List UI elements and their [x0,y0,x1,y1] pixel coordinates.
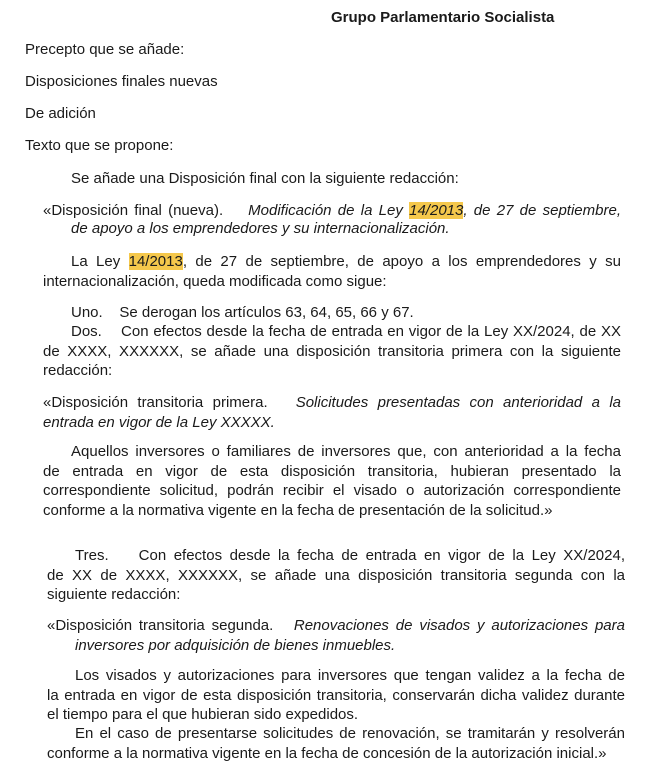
label-adicion: De adición [25,105,96,122]
transitoria-primera-title-line2: entrada en vigor de la Ley XXXXX. [43,413,275,431]
renovacion-paragraph [47,724,625,763]
label-precepto: Precepto que se añade: [25,41,185,58]
apartado-dos [43,322,621,381]
intro-paragraph: Se añade una Disposición final con la siguiente redacción: [71,170,459,187]
apartado-tres-line: siguiente redacción: [47,586,181,603]
aquellos-line: Aquellos inversores o familiares de inversores que, con anterioridad a la fecha [71,443,621,460]
apartado-uno: Uno. Se derogan los artículos 63, 64, 65, 66 y 67. [71,304,414,321]
disposicion-final-title-line2: de apoyo a los emprendedores y su internacionalización. [71,220,450,237]
disposicion-final-heading [43,201,621,221]
apartado-dos-line: Dos. Con efectos desde la fecha de entrada en vigor de la Ley XX/2024, de XX [71,323,621,340]
transitoria-segunda-title-line2: inversores por adquisición de bienes inmuebles. [75,636,396,654]
transitoria-primera-heading [43,393,621,432]
aquellos-line: correspondiente solicitud, podrán recibir el visado o autorización correspondiente [43,482,621,499]
label-texto: Texto que se propone: [25,137,174,154]
disposicion-final-title-b: , de 27 de septiembre, [463,202,621,219]
ley-text-a: La Ley [71,253,129,270]
transitoria-segunda-title: Renovaciones de visados y autorizaciones para [293,617,625,634]
renovacion-line: conforme a la normativa vigente en la fecha de concesión de la autorización inicial.» [47,744,607,762]
apartado-tres [47,546,625,605]
ley-text-b: , de 27 de septiembre, de apoyo a los emprendedores y su [182,253,621,270]
ley-text-line2: internacionalización, queda modificada como sigue: [43,272,387,290]
label-disposiciones: Disposiciones finales nuevas [25,73,218,90]
header-title: Grupo Parlamentario Socialista [331,9,555,26]
aquellos-line: de entrada en vigor de esta disposición transitoria, hubieran presentado la [43,462,621,480]
transitoria-segunda-lead: «Disposición transitoria segunda. [47,617,274,634]
apartado-dos-line: redacción: [43,362,113,379]
apartado-dos-line: de XXXX, XXXXXX, se añade una disposición transitoria primera con la siguiente [43,342,621,360]
apartado-tres-line: Tres. Con efectos desde la fecha de entrada en vigor de la Ley XX/2024, [75,547,625,564]
transitoria-primera-lead: «Disposición transitoria primera. [43,394,268,411]
apartado-tres-line: de XX de XXXX, XXXXXX, se añade una disposición transitoria segunda con la [47,566,625,584]
disposicion-final-title-a: Modificación de la Ley [248,202,410,219]
visados-line: Los visados y autorizaciones para inversores que tengan validez a la fecha de [75,667,625,684]
visados-line: el tiempo para el que hubieran sido expedidos. [47,706,359,723]
highlighted-law-number: 14/2013 [409,202,464,219]
visados-line: la entrada en vigor de esta disposición transitoria, conservarán dicha validez durante [47,686,625,704]
transitoria-primera-title: Solicitudes presentadas con anterioridad a la [295,394,621,411]
ley-paragraph [43,252,621,291]
disposicion-final-lead: «Disposición final (nueva). [43,202,224,219]
transitoria-segunda-heading [47,616,625,655]
visados-paragraph [47,666,625,725]
aquellos-paragraph [43,442,621,520]
aquellos-line: conforme a la normativa vigente en la fecha de presentación de la solicitud.» [43,501,553,519]
highlighted-law-number: 14/2013 [128,253,183,270]
renovacion-line: En el caso de presentarse solicitudes de renovación, se tramitarán y resolverán [75,725,625,742]
